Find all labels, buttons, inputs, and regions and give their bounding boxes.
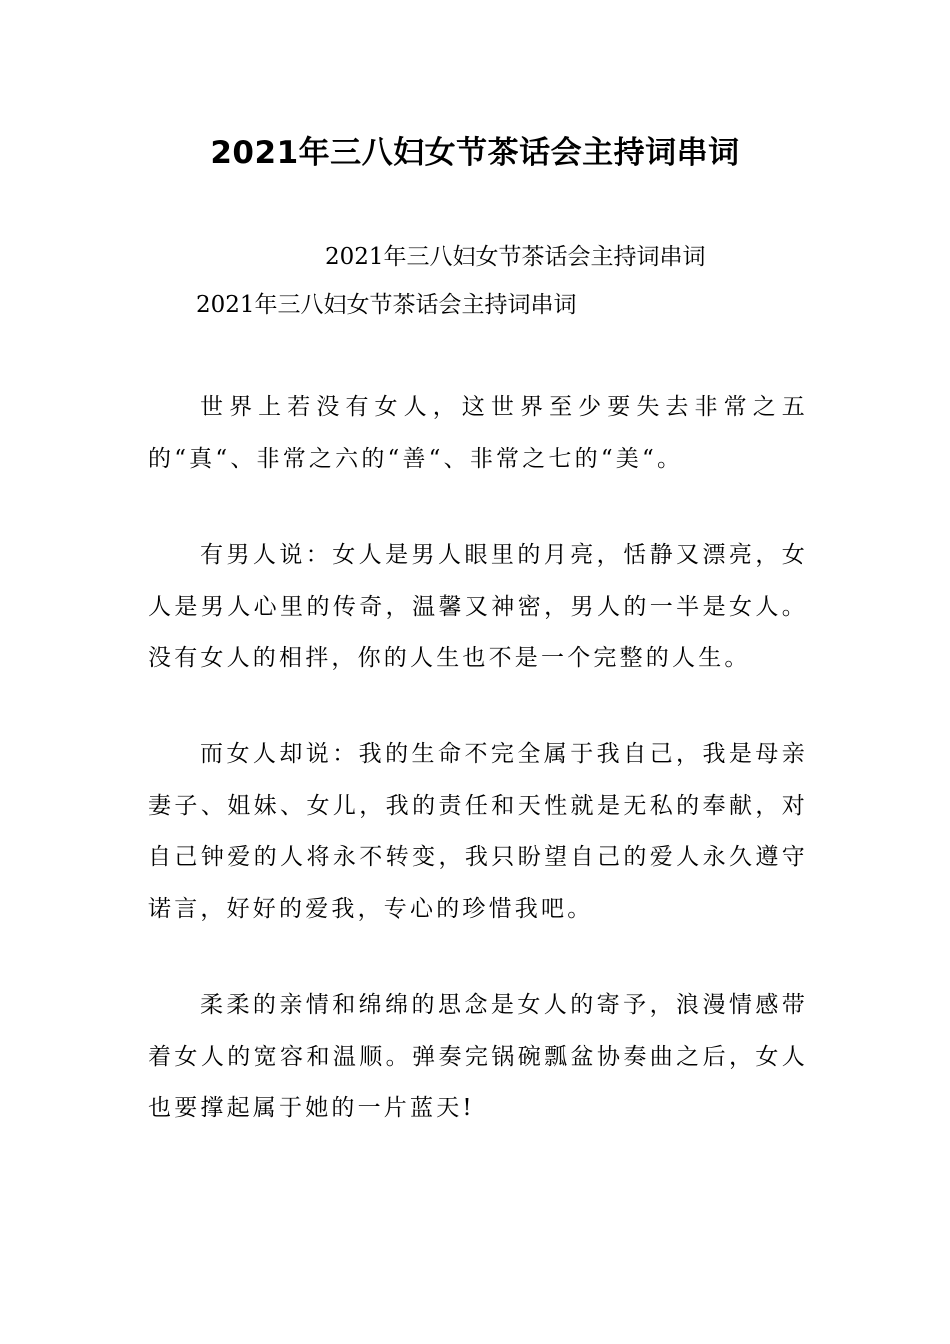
paragraph-2: 有男人说：女人是男人眼里的月亮，恬静又漂亮，女人是男人心里的传奇，温馨又神密，男人的一半是女人。没有女人的相拌，你的人生也不是一个完整的人生。 [148, 542, 808, 671]
subtitle-centered: 2021年三八妇女节茶话会主持词串词 [325, 244, 706, 270]
document-title: 2021年三八妇女节茶话会主持词串词 [210, 135, 740, 171]
paragraph-3: 而女人却说：我的生命不完全属于我自己，我是母亲妻子、姐妹、女儿，我的责任和天性就是无私的奉献，对自己钟爱的人将永不转变，我只盼望自己的爱人永久遵守诺言，好好的爱我，专心的珍惜我吧。 [148, 741, 808, 922]
subtitle-left: 2021年三八妇女节茶话会主持词串词 [196, 292, 577, 318]
paragraph-4: 柔柔的亲情和绵绵的思念是女人的寄予，浪漫情感带着女人的宽容和温顺。弹奏完锅碗瓢盆协奏曲之后，女人也要撑起属于她的一片蓝天! [148, 992, 808, 1121]
paragraph-1: 世界上若没有女人，这世界至少要失去非常之五的“真“、非常之六的“善“、非常之七的“美“。 [148, 394, 808, 472]
